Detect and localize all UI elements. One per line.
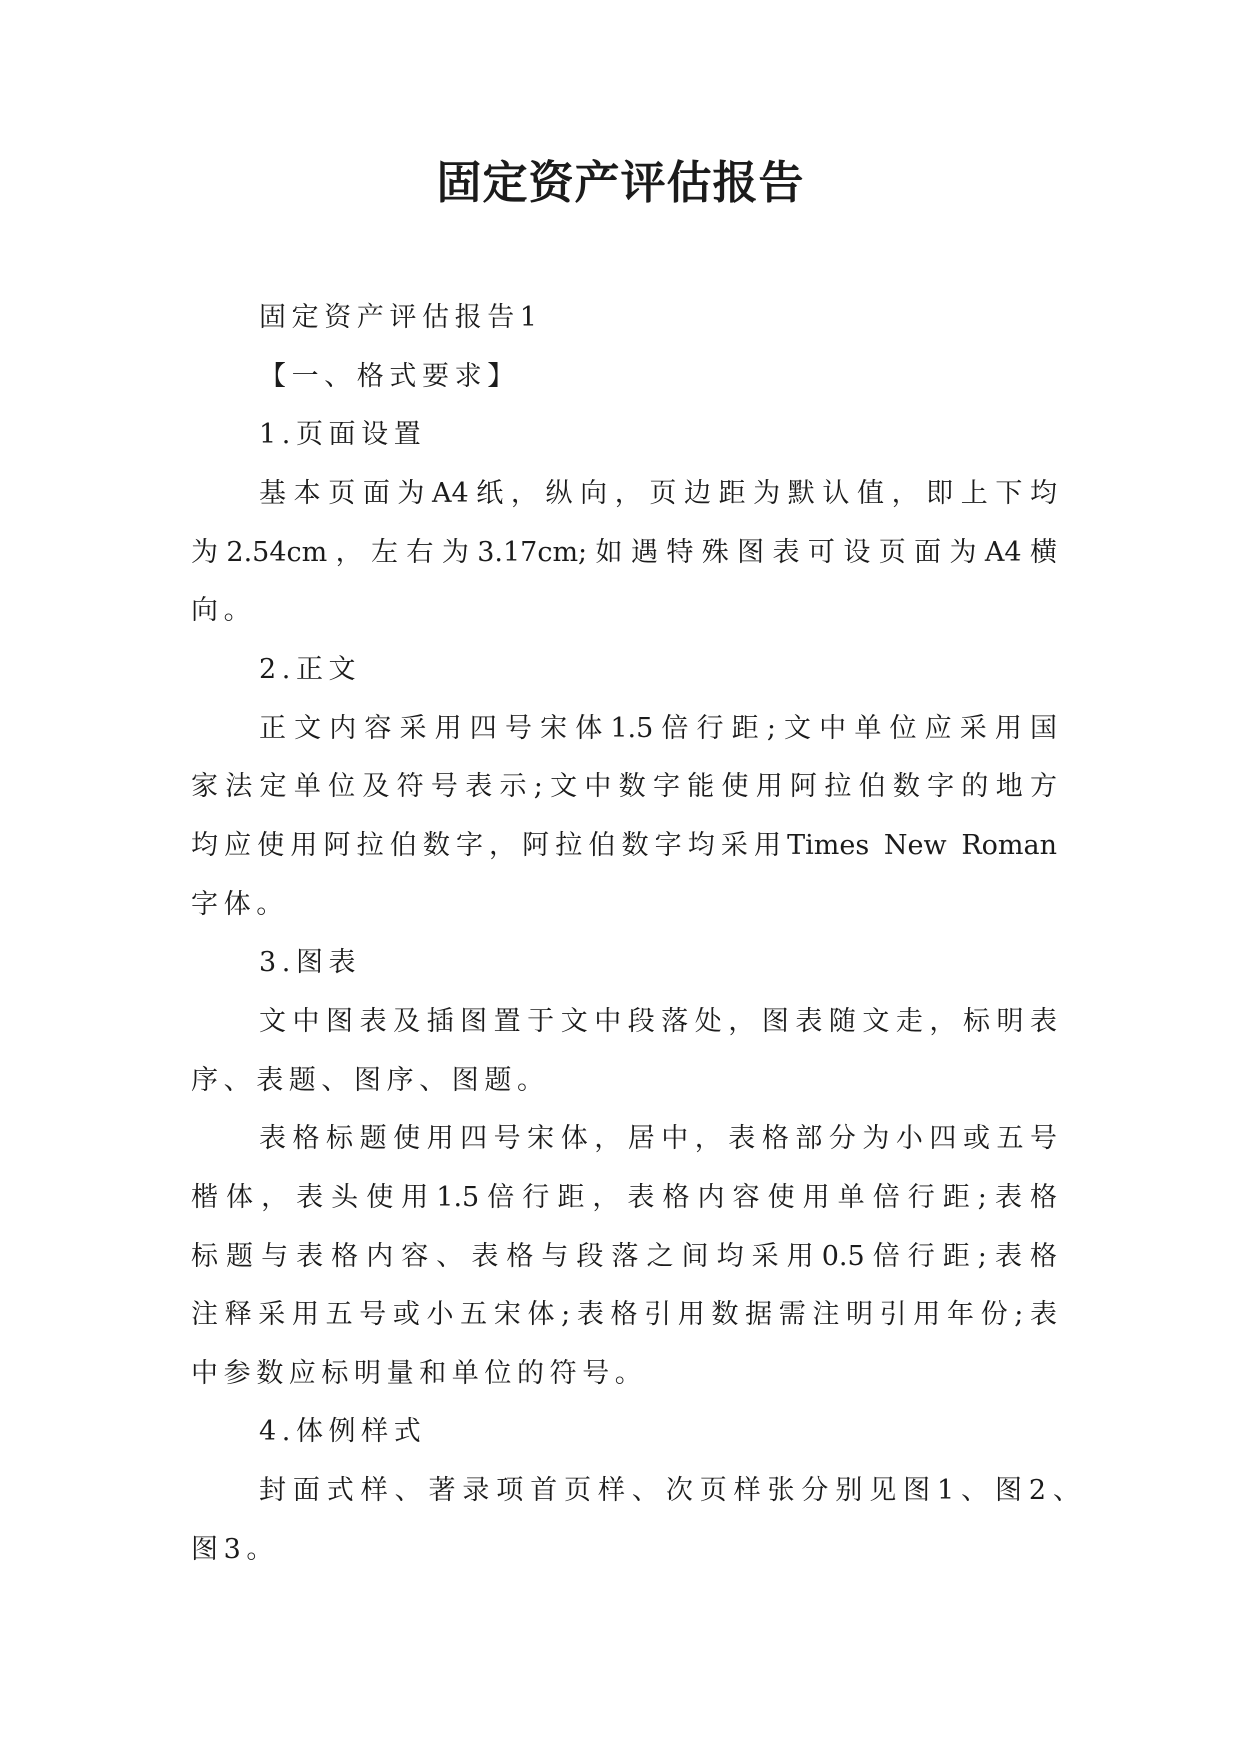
document-title: 固定资产评估报告 xyxy=(436,156,805,209)
paragraph-line: 基本页面为A4纸，纵向，页边距为默认值，即上下均 xyxy=(259,477,1057,509)
paragraph-line: 家法定单位及符号表示;文中数字能使用阿拉伯数字的地方 xyxy=(191,771,1057,803)
paragraph xyxy=(191,1403,1057,1462)
paragraph-line: 注释采用五号或小五宋体;表格引用数据需注明引用年份;表 xyxy=(191,1299,1057,1331)
paragraph-line: 正文内容采用四号宋体1.5倍行距;文中单位应采用国 xyxy=(259,712,1057,744)
subsection-heading: 3.图表 xyxy=(259,947,362,979)
paragraph xyxy=(191,289,1057,348)
section-heading: 固定资产评估报告1 xyxy=(259,302,543,333)
paragraph xyxy=(191,934,1057,993)
paragraph-line: 向。 xyxy=(191,595,257,627)
paragraph xyxy=(191,993,1057,1110)
paragraph-line: 序、表题、图序、图题。 xyxy=(191,1064,550,1096)
paragraph xyxy=(191,1462,1080,1579)
paragraph xyxy=(191,641,1057,700)
subsection-heading: 2.正文 xyxy=(259,653,362,685)
paragraph-line: 文中图表及插图置于文中段落处，图表随文走，标明表 xyxy=(259,1005,1057,1037)
paragraph-line: 楷体，表头使用1.5倍行距，表格内容使用单倍行距;表格 xyxy=(191,1181,1057,1213)
paragraph-line: 图3。 xyxy=(191,1533,279,1565)
paragraph xyxy=(191,465,1057,641)
paragraph xyxy=(191,700,1057,935)
paragraph xyxy=(191,406,1057,465)
paragraph xyxy=(191,348,1057,407)
paragraph-line: 中参数应标明量和单位的符号。 xyxy=(191,1357,648,1389)
paragraph xyxy=(191,1110,1057,1403)
paragraph-line: 均应使用阿拉伯数字，阿拉伯数字均采用Times New Roman xyxy=(191,829,1057,861)
subsection-heading: 4.体例样式 xyxy=(259,1416,427,1448)
paragraph-line: 标题与表格内容、表格与段落之间均采用0.5倍行距;表格 xyxy=(191,1240,1057,1272)
document-body xyxy=(191,289,1080,1579)
subsection-heading: 1.页面设置 xyxy=(259,419,427,451)
section-heading: 【一、格式要求】 xyxy=(259,360,520,392)
paragraph-line: 为2.54cm，左右为3.17cm;如遇特殊图表可设页面为A4横 xyxy=(191,536,1057,568)
paragraph-line: 封面式样、著录项首页样、次页样张分别见图1、图2、 xyxy=(259,1475,1080,1507)
paragraph-line: 字体。 xyxy=(191,888,289,920)
paragraph-line: 表格标题使用四号宋体，居中，表格部分为小四或五号 xyxy=(259,1123,1057,1155)
